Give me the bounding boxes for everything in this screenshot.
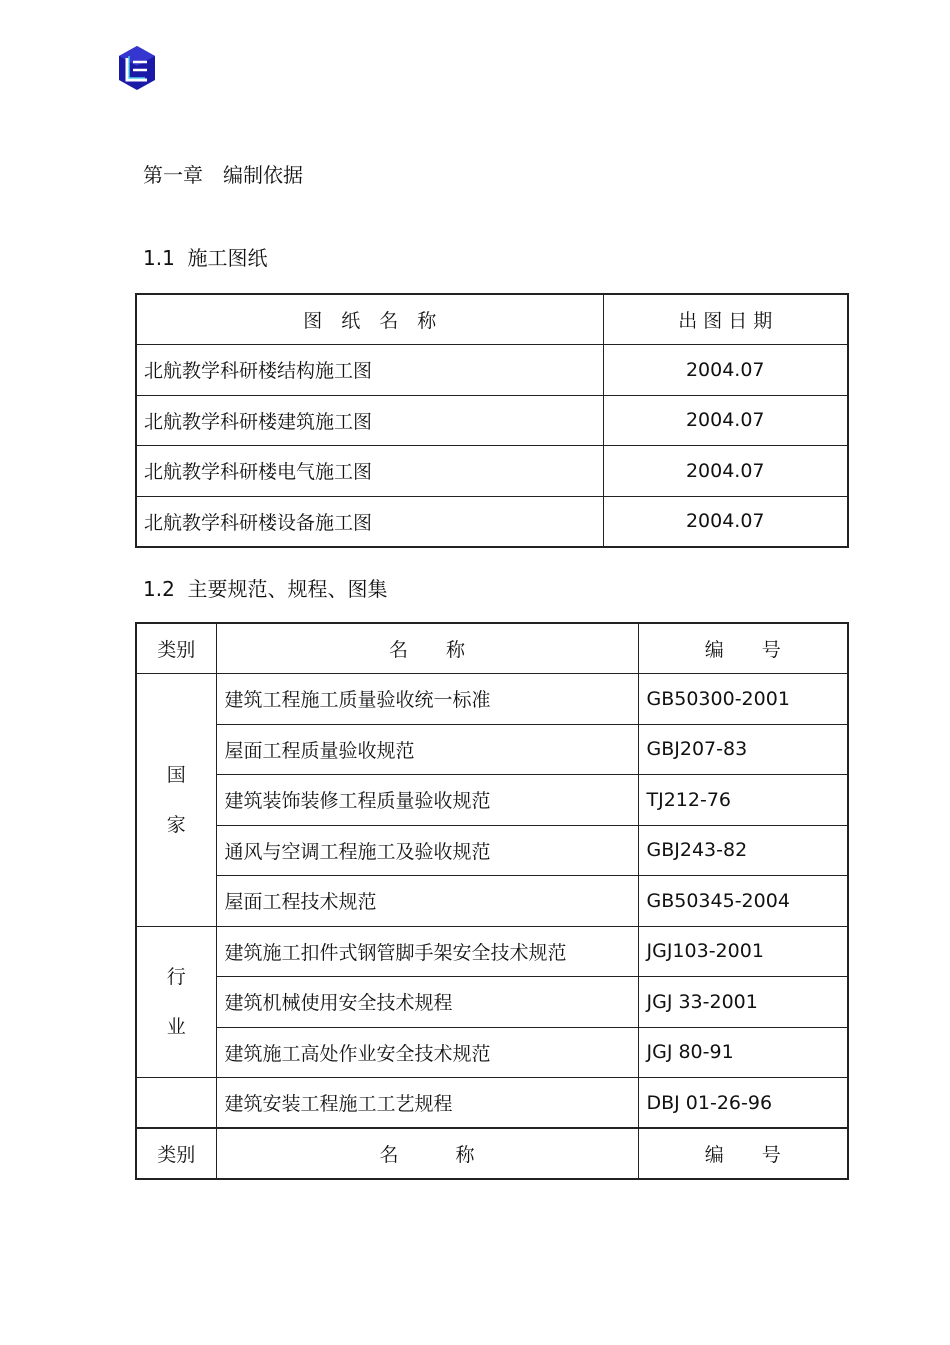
drawings-table (135, 293, 849, 548)
standard-name: 建筑装饰装修工程质量验收规范 (216, 775, 638, 826)
drawing-name: 北航教学科研楼结构施工图 (136, 345, 603, 396)
table-row (136, 345, 848, 396)
standard-code: GBJ243-82 (638, 825, 848, 876)
standard-code: GB50345-2004 (638, 876, 848, 927)
standard-code: JGJ 80-91 (638, 1027, 848, 1078)
standards-table (135, 622, 849, 1180)
standard-name: 建筑机械使用安全技术规程 (216, 977, 638, 1028)
drawing-date: 2004.07 (603, 345, 848, 396)
table-row (136, 825, 848, 876)
company-logo-icon (117, 44, 157, 92)
drawing-date: 2004.07 (603, 496, 848, 547)
standard-name: 建筑工程施工质量验收统一标准 (216, 674, 638, 725)
table-footer-header-row (136, 1128, 848, 1179)
table-row (136, 446, 848, 497)
header-drawing-name: 图 纸 名 称 (136, 294, 603, 345)
chapter-title: 第一章 编制依据 (143, 163, 303, 187)
header-name: 名 称 (216, 623, 638, 674)
drawing-name: 北航教学科研楼设备施工图 (136, 496, 603, 547)
standard-code: TJ212-76 (638, 775, 848, 826)
standard-name: 通风与空调工程施工及验收规范 (216, 825, 638, 876)
standard-name: 建筑安装工程施工工艺规程 (216, 1078, 638, 1129)
drawing-date: 2004.07 (603, 395, 848, 446)
header-category: 类别 (136, 623, 216, 674)
category-industry: 行 业 (136, 926, 216, 1078)
table-row (136, 977, 848, 1028)
standard-name: 屋面工程质量验收规范 (216, 724, 638, 775)
table-header-row (136, 294, 848, 345)
footer-header-name: 名 称 (216, 1128, 638, 1179)
table-row (136, 1027, 848, 1078)
footer-header-category: 类别 (136, 1128, 216, 1179)
table-row (136, 926, 848, 977)
category-local (136, 1078, 216, 1129)
section-title-drawings: 1.1 施工图纸 (143, 246, 268, 270)
category-national: 国 家 (136, 674, 216, 927)
table-row (136, 395, 848, 446)
table-row (136, 775, 848, 826)
footer-header-code: 编 号 (638, 1128, 848, 1179)
table-row (136, 876, 848, 927)
table-row (136, 1078, 848, 1129)
table-header-row (136, 623, 848, 674)
standard-code: GB50300-2001 (638, 674, 848, 725)
standard-name: 建筑施工高处作业安全技术规范 (216, 1027, 638, 1078)
section-title-standards: 1.2 主要规范、规程、图集 (143, 577, 388, 601)
drawing-name: 北航教学科研楼建筑施工图 (136, 395, 603, 446)
standard-name: 建筑施工扣件式钢管脚手架安全技术规范 (216, 926, 638, 977)
table-row (136, 674, 848, 725)
standard-code: GBJ207-83 (638, 724, 848, 775)
standard-code: DBJ 01-26-96 (638, 1078, 848, 1129)
drawing-name: 北航教学科研楼电气施工图 (136, 446, 603, 497)
header-code: 编 号 (638, 623, 848, 674)
header-issue-date: 出 图 日 期 (603, 294, 848, 345)
standard-name: 屋面工程技术规范 (216, 876, 638, 927)
table-row (136, 724, 848, 775)
drawing-date: 2004.07 (603, 446, 848, 497)
standard-code: JGJ103-2001 (638, 926, 848, 977)
standard-code: JGJ 33-2001 (638, 977, 848, 1028)
table-row (136, 496, 848, 547)
